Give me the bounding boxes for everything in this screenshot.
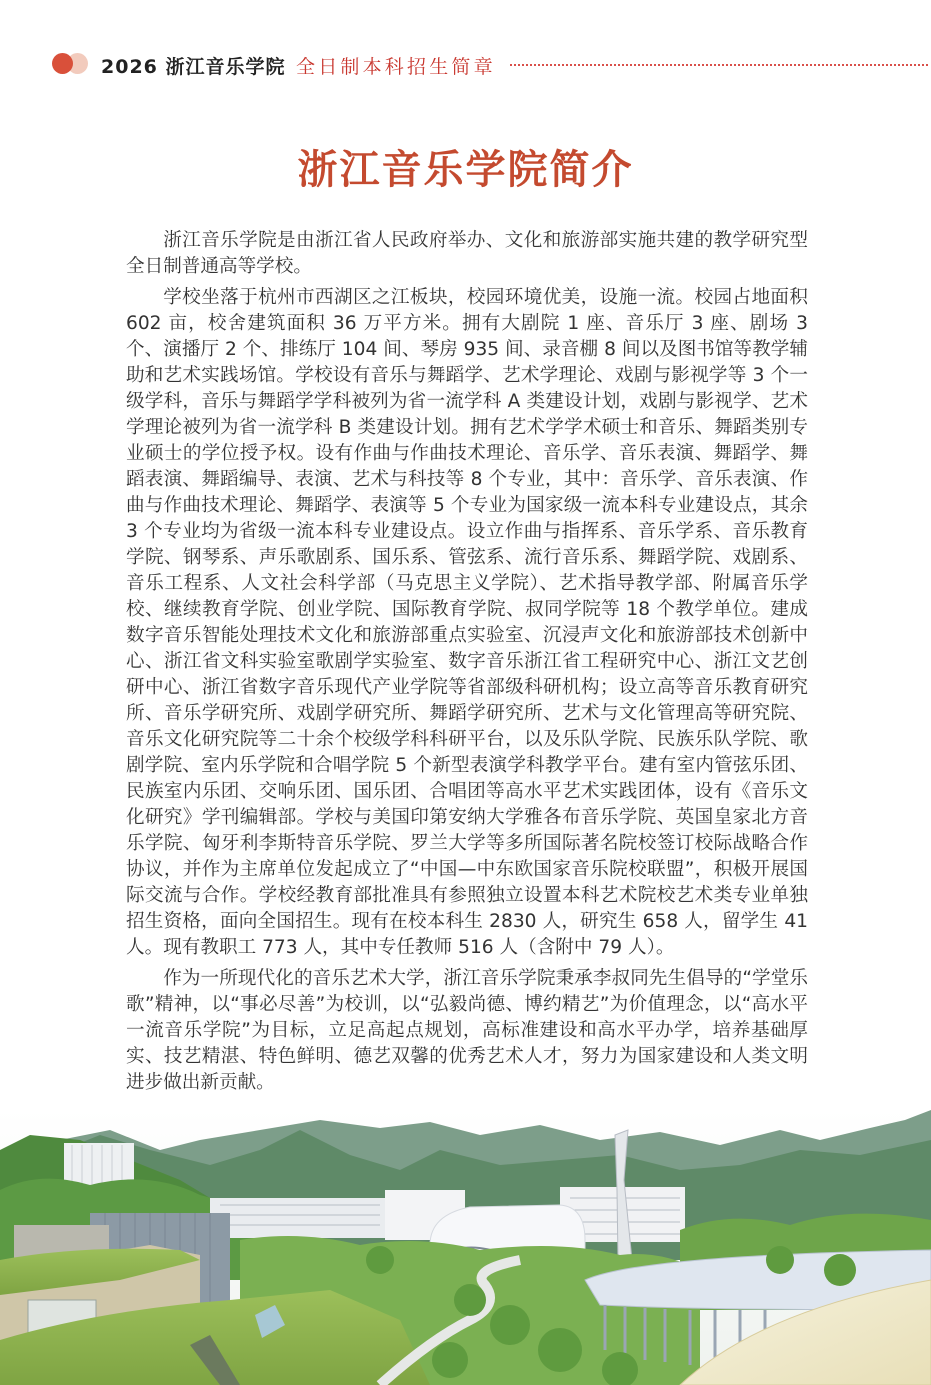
campus-photo	[0, 1110, 931, 1385]
page-header	[0, 50, 931, 78]
paragraph-campus: 学校坐落于杭州市西湖区之江板块，校园环境优美，设施一流。校园占地面积 602 亩，校舍建筑面积 36 万平方米。拥有大剧院 1 座、音乐厅 3 座、剧场 3 个、演播厅 2 个、排练厅 104 间、琴房 935 间、录音棚 8 间以及图书馆等教学辅助和艺术实践场馆。学校设有音乐与舞蹈学、艺术学理论、戏剧与影视学等 3 个一级学科，音乐与舞蹈学学科被列为省一流学科 A 类建设计划，戏剧与影视学、艺术学理论被列为省一流学科 B 类建设计划。拥有艺术学学术硕士和音乐、舞蹈类别专业硕士的学位授予权。设有作曲与作曲技术理论、音乐学、音乐表演、舞蹈学、舞蹈表演、舞蹈编导、表演、艺术与科技等 8 个专业，其中：音乐学、音乐表演、作曲与作曲技术理论、舞蹈学、表演等 5 个专业为国家级一流本科专业建设点，其余 3 个专业均为省级一流本科专业建设点。设立作曲与指挥系、音乐学系、音乐教育学院、钢琴系、声乐歌剧系、国乐系、管弦系、流行音乐系、舞蹈学院、戏剧系、音乐工程系、人文社会科学部（马克思主义学院）、艺术指导教学部、附属音乐学校、继续教育学院、创业学院、国际教育学院、叔同学院等 18 个教学单位。建成数字音乐智能处理技术文化和旅游部重点实验室、沉浸声文化和旅游部技术创新中心、浙江省文科实验室歌剧学实验室、数字音乐浙江省工程研究中心、浙江文艺创研中心、浙江省数字音乐现代产业学院等省部级科研机构；设立高等音乐教育研究所、音乐学研究所、戏剧学研究所、舞蹈学研究所、艺术与文化管理高等研究院、音乐文化研究院等二十余个校级学科科研平台，以及乐队学院、民族乐队学院、歌剧学院、室内乐学院和合唱学院 5 个新型表演学科教学平台。建有室内管弦乐团、民族室内乐团、交响乐团、国乐团、合唱团等高水平艺术实践团体，设有《音乐文化研究》学刊编辑部。学校与美国印第安纳大学雅各布音乐学院、英国皇家北方音乐学院、匈牙利李斯特音乐学院、罗兰大学等多所国际著名院校签订校际战略合作协议，并作为主席单位发起成立了“中国—中东欧国家音乐院校联盟”，积极开展国际交流与合作。学校经教育部批准具有参照独立设置本科艺术院校艺术类专业单独招生资格，面向全国招生。现有在校本科生 2830 人，研究生 658 人，留学生 41 人。现有教职工 773 人，其中专任教师 516 人（含附中 79 人）。	[126, 287, 808, 958]
campus-landscape-image	[0, 1110, 931, 1385]
paragraph-intro: 浙江音乐学院是由浙江省人民政府举办、文化和旅游部实施共建的教学研究型全日制普通高等学校。	[126, 230, 808, 277]
header-dot-icon	[52, 53, 73, 74]
header-title: 2026 浙江音乐学院	[101, 56, 286, 78]
header-dotted-divider	[510, 64, 928, 66]
header-subtitle: 全日制本科招生简章	[296, 56, 496, 78]
article-body	[126, 228, 808, 1101]
page-title: 浙江音乐学院简介	[297, 146, 634, 193]
paragraph-mission: 作为一所现代化的音乐艺术大学，浙江音乐学院秉承李叔同先生倡导的“学堂乐歌”精神，以“事必尽善”为校训，以“弘毅尚德、博约精艺”为价值理念，以“高水平一流音乐学院”为目标，立足高起点规划，高标准建设和高水平办学，培养基础厚实、技艺精湛、特色鲜明、德艺双馨的优秀艺术人才，努力为国家建设和人类文明进步做出新贡献。	[126, 968, 808, 1093]
